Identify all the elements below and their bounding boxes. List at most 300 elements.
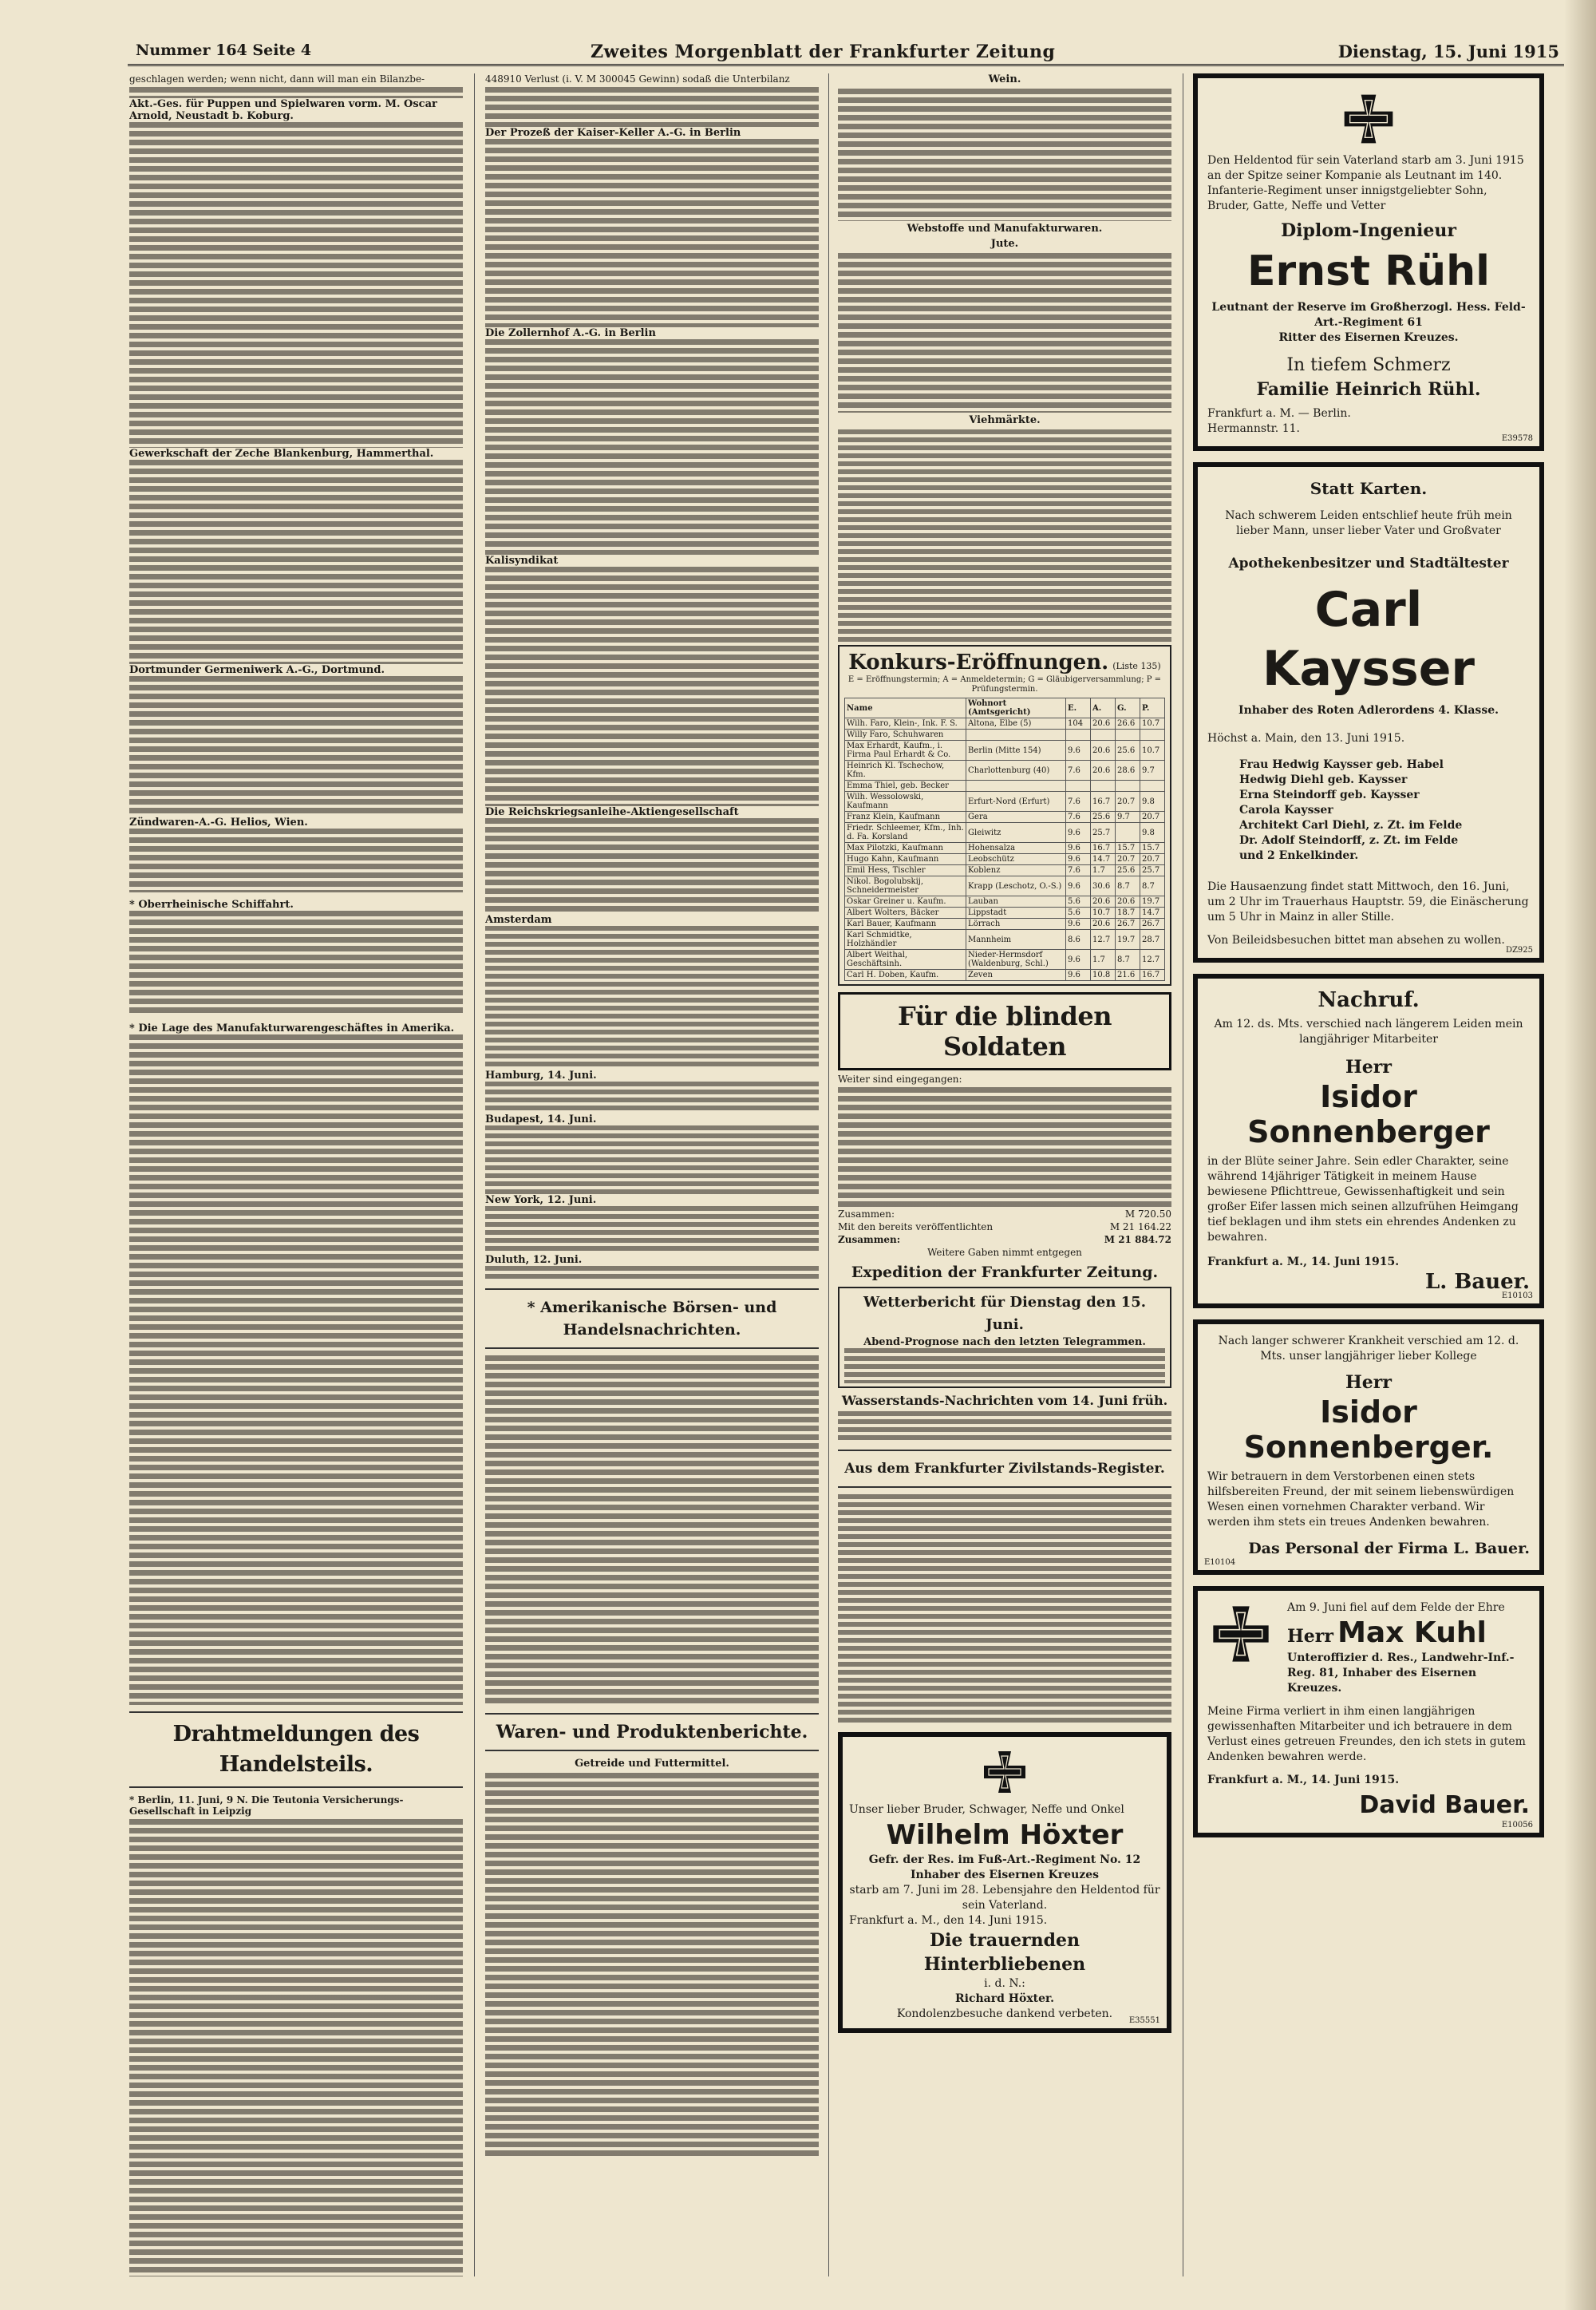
table-cell: 20.6 [1091, 718, 1116, 730]
hoexter-mourners: Die trauernden Hinterbliebenen [923, 1930, 1086, 1975]
death-notice-kuhl [1193, 1586, 1544, 1837]
table-row [845, 970, 1165, 981]
table-cell: 14.7 [1091, 854, 1116, 865]
column-rule [474, 73, 475, 2276]
table-cell: 16.7 [1140, 970, 1165, 981]
drahtmeldungen-heading: Drahtmeldungen des Handelsteils. [172, 1722, 420, 1777]
text-block [838, 89, 1171, 221]
table-cell: Emma Thiel, geb. Becker [845, 781, 966, 792]
waren-heading: Waren- und Produktenberichte. [496, 1722, 808, 1742]
sonnenberger2-name: Isidor Sonnenberger. [1243, 1394, 1494, 1465]
text-block [485, 139, 819, 327]
sonnenberger2-signer: Das Personal der Firma L. Bauer. [1248, 1540, 1530, 1557]
table-cell: 9.7 [1116, 812, 1140, 823]
table-cell: 9.8 [1140, 823, 1165, 843]
col-header: Wohnort (Amtsgericht) [966, 698, 1066, 718]
page-header [128, 40, 1564, 66]
table-cell: 1.7 [1091, 865, 1116, 876]
nachruf-herr: Herr [1345, 1057, 1392, 1078]
table-cell: 10.7 [1140, 741, 1165, 761]
section-head: * Die Lage des Manufakturwarengeschäftes in Amerika. [129, 1022, 455, 1034]
table-cell: 20.6 [1091, 896, 1116, 908]
table-cell: Lauban [966, 896, 1066, 908]
ruehl-cross: Ritter des Eisernen Kreuzes. [1278, 331, 1459, 344]
hoexter-signer: Richard Höxter. [954, 1992, 1055, 2005]
table-cell: 26.6 [1116, 718, 1140, 730]
table-cell: 15.7 [1116, 843, 1140, 854]
col-header: A. [1091, 698, 1116, 718]
nachruf-body: in der Blüte seiner Jahre. Sein edler Charakter, seine während 14jähriger Tätigkeit in meinem Hause bewiesene Pflichttreue, Gewissenhaftigkeit und sein großer Eifer lassen mich seinen allzufrühen Heimgang tief beklagen und ihm stets ein ehrendes Andenken zu bewahren. [1207, 1155, 1519, 1244]
section-head: Gewerkschaft der Zeche Blankenburg, Hammerthal. [129, 448, 434, 460]
table-cell: 9.6 [1066, 741, 1091, 761]
table-row [845, 792, 1165, 812]
table-cell [1066, 781, 1091, 792]
table-cell: 8.7 [1116, 876, 1140, 896]
text-block [129, 911, 463, 1016]
sum-value: M 720.50 [1124, 1208, 1171, 1220]
nachruf-sonnenberger [1193, 974, 1544, 1308]
table-row [845, 843, 1165, 854]
table-cell: Hugo Kahn, Kaufmann [845, 854, 966, 865]
divider [485, 1750, 819, 1751]
table-row [845, 741, 1165, 761]
column-2 [485, 73, 819, 2276]
text-block [129, 460, 463, 664]
table-cell: 10.7 [1091, 908, 1116, 919]
table-cell: Friedr. Schleemer, Kfm., Inh. d. Fa. Korsland [845, 823, 966, 843]
divider [485, 1713, 819, 1715]
section-head: Die Reichskriegsanleihe-Aktiengesellschaft [485, 806, 739, 818]
weather-title: Wetterbericht für Dienstag den 15. Juni. [863, 1294, 1146, 1333]
table-cell [1116, 823, 1140, 843]
konkurs-table [844, 698, 1165, 981]
table-cell [1116, 781, 1140, 792]
hoexter-name: Wilhelm Höxter [886, 1819, 1124, 1851]
table-cell: 25.6 [1116, 741, 1140, 761]
table-cell: 20.6 [1091, 919, 1116, 930]
text-block [129, 1819, 463, 2276]
table-cell: 14.7 [1140, 908, 1165, 919]
table-cell: 8.7 [1140, 876, 1165, 896]
table-cell: 104 [1066, 718, 1091, 730]
section-head: Kalisyndikat [485, 555, 559, 567]
section-head: New York, 12. Juni. [485, 1194, 597, 1206]
expedition-line: Expedition der Frankfurter Zeitung. [851, 1264, 1159, 1281]
divider [129, 1786, 463, 1788]
table-cell: Mannheim [966, 930, 1066, 950]
text-block [485, 567, 819, 806]
sum-value: M 21 164.22 [1109, 1221, 1171, 1232]
nachruf-title: Nachruf. [1317, 988, 1420, 1012]
text-block [838, 1494, 1171, 1726]
sonnenberger2-intro: Nach langer schwerer Krankheit verschied am 12. d. Mts. unser langjähriger lieber Kollege [1218, 1335, 1519, 1363]
table-cell: 9.8 [1140, 792, 1165, 812]
table-cell: 26.7 [1140, 919, 1165, 930]
table-cell: Nikol. Bogolubskij, Schneidermeister [845, 876, 966, 896]
table-row [845, 876, 1165, 896]
table-cell: Zeven [966, 970, 1066, 981]
sonnenberger2-herr: Herr [1345, 1372, 1392, 1393]
section-head: Dortmunder Germeniwerk A.-G., Dortmund. [129, 664, 385, 676]
divider [838, 1486, 1171, 1488]
table-cell: Emil Hess, Tischler [845, 865, 966, 876]
table-cell: Karl Bauer, Kaufmann [845, 919, 966, 930]
viehmarkt-heading: Viehmärkte. [969, 414, 1041, 426]
table-cell: 9.6 [1066, 970, 1091, 981]
ruehl-grief: In tiefem Schmerz [1286, 355, 1451, 375]
webstoffe-heading: Webstoffe und Manufakturwaren. [907, 223, 1103, 235]
table-cell: Lörrach [966, 919, 1066, 930]
table-row [845, 823, 1165, 843]
table-cell: 25.6 [1116, 865, 1140, 876]
section-head: Die Zollernhof A.-G. in Berlin [485, 327, 656, 339]
sum-label: Mit den bereits veröffentlichten [838, 1221, 994, 1232]
table-cell: 12.7 [1140, 950, 1165, 970]
ruehl-address: Hermannstr. 11. [1207, 422, 1300, 435]
kuhl-body: Meine Firma verliert in ihm einen langjährigen gewissenhaften Mitarbeiter und ich betrauere in dem Verlust eines getreuen Freundes, den ich stets in gutem Andenken bewahren werde. [1207, 1705, 1526, 1763]
sum-row [838, 1234, 1171, 1245]
mourner: Dr. Adolf Steindorff, z. Zt. im Felde [1239, 834, 1459, 847]
iron-cross-icon [1209, 1602, 1273, 1666]
section-head: Amsterdam [485, 914, 552, 926]
nachruf-place-date: Frankfurt a. M., 14. Juni 1915. [1207, 1256, 1400, 1268]
table-cell: 5.6 [1066, 896, 1091, 908]
getreide-heading: Getreide und Futtermittel. [575, 1758, 729, 1770]
death-notice-sonnenberger-2 [1193, 1319, 1544, 1575]
jute-heading: Jute. [990, 238, 1019, 250]
table-cell: 1.7 [1091, 950, 1116, 970]
death-notice-ruehl [1193, 73, 1544, 451]
divider [129, 1711, 463, 1713]
text-block [485, 1266, 819, 1282]
table-cell [1091, 781, 1116, 792]
table-cell: Hohensalza [966, 843, 1066, 854]
divider [838, 1450, 1171, 1451]
konkurs-subtitle: (Liste 135) [1112, 661, 1161, 671]
kaysser-name: Carl Kaysser [1262, 582, 1475, 697]
table-cell: 19.7 [1116, 930, 1140, 950]
table-cell: 20.7 [1140, 812, 1165, 823]
kaysser-title: Apothekenbesitzer und Stadtältester [1228, 556, 1509, 572]
text-block [129, 122, 463, 448]
divider [485, 1347, 819, 1349]
table-cell: 21.6 [1116, 970, 1140, 981]
header-issue: Nummer 164 Seite 4 [136, 42, 312, 59]
hoexter-idn: i. d. N.: [984, 1977, 1025, 1990]
kaysser-order: Inhaber des Roten Adlerordens 4. Klasse. [1238, 704, 1499, 717]
ad-code: E39578 [1501, 434, 1533, 443]
text-block [485, 926, 819, 1070]
table-cell: Karl Schmidtke, Holzhändler [845, 930, 966, 950]
table-cell: 30.6 [1091, 876, 1116, 896]
ruehl-place: Frankfurt a. M. — Berlin. [1207, 407, 1351, 420]
col-header: P. [1140, 698, 1165, 718]
table-cell: Leobschütz [966, 854, 1066, 865]
table-cell [1116, 730, 1140, 741]
kaysser-intro: Nach schwerem Leiden entschlief heute früh mein lieber Mann, unser lieber Vater und Großvater [1225, 509, 1512, 537]
text-block [838, 1087, 1171, 1207]
sum-value: M 21 884.72 [1104, 1234, 1171, 1245]
table-row [845, 761, 1165, 781]
table-cell: 20.7 [1140, 854, 1165, 865]
table-cell [966, 730, 1066, 741]
table-cell: 19.7 [1140, 896, 1165, 908]
table-cell: Charlottenburg (40) [966, 761, 1066, 781]
text-block [838, 429, 1171, 645]
section-head: Akt.-Ges. für Puppen und Spielwaren vorm. M. Oscar Arnold, Neustadt b. Koburg. [129, 98, 437, 122]
table-cell: 20.7 [1116, 792, 1140, 812]
amerikanische-heading: * Amerikanische Börsen- und Handelsnachrichten. [527, 1299, 777, 1339]
column-3 [838, 73, 1171, 2276]
kaysser-condolence: Von Beileidsbesuchen bittet man absehen zu wollen. [1207, 934, 1505, 947]
mourner: Carola Kaysser [1239, 804, 1333, 817]
konkurs-box [838, 645, 1171, 986]
section-head: Der Prozeß der Kaiser-Keller A.-G. in Berlin [485, 127, 741, 139]
blind-title: Für die blinden Soldaten [898, 1001, 1112, 1062]
table-cell: Albert Weithal, Geschäftsinh. [845, 950, 966, 970]
divider [485, 1288, 819, 1290]
ruehl-rank: Leutnant der Reserve im Großherzogl. Hess. Feld-Art.-Regiment 61 [1211, 301, 1526, 329]
text-block [844, 1348, 1165, 1383]
text-block [838, 253, 1171, 413]
ad-code: E35551 [1128, 2016, 1160, 2025]
weather-box [838, 1287, 1171, 1388]
konkurs-title: Konkurs-Eröffnungen. [848, 651, 1109, 674]
iron-cross-icon [981, 1748, 1029, 1796]
table-cell: 25.6 [1091, 812, 1116, 823]
col1-top-lead: geschlagen werden; wenn nicht, dann will man ein Bilanzbe- [129, 73, 425, 85]
table-cell: 15.7 [1140, 843, 1165, 854]
table-cell [1140, 730, 1165, 741]
kaysser-place-date: Höchst a. Main, den 13. Juni 1915. [1207, 732, 1405, 745]
table-cell: 7.6 [1066, 761, 1091, 781]
kuhl-name: Max Kuhl [1337, 1616, 1487, 1649]
header-date: Dienstag, 15. Juni 1915 [1337, 42, 1559, 61]
section-head: Budapest, 14. Juni. [485, 1113, 597, 1125]
col-header: E. [1066, 698, 1091, 718]
sonnenberger2-body: Wir betrauern in dem Verstorbenen einen stets hilfsbereiten Freund, der mit seinem liebenswürdigen Wesen einen vornehmen Charakter verband. Wir werden ihm stets ein treues Andenken bewahren. [1207, 1470, 1515, 1529]
table-cell [1140, 781, 1165, 792]
table-cell: Lippstadt [966, 908, 1066, 919]
table-cell: Krapp (Leschotz, O.-S.) [966, 876, 1066, 896]
blind-lead: Weiter sind eingegangen: [838, 1074, 962, 1085]
column-1 [129, 73, 463, 2276]
column-rule [828, 73, 829, 2276]
kuhl-signer: David Bauer. [1359, 1791, 1530, 1819]
kaysser-funeral: Die Hausaenzung findet statt Mittwoch, den 16. Juni, um 2 Uhr im Trauerhaus Hauptstr. 59, die Einäscherung um 5 Uhr in Mainz in aller Stille. [1207, 880, 1529, 924]
table-cell: Max Pilotzki, Kaufmann [845, 843, 966, 854]
table-row [845, 865, 1165, 876]
table-cell: Wilh. Faro, Klein-, Ink. F. S. [845, 718, 966, 730]
kuhl-head [1287, 1600, 1530, 1696]
table-cell: 5.6 [1066, 908, 1091, 919]
table-cell: Berlin (Mitte 154) [966, 741, 1066, 761]
table-cell: 12.7 [1091, 930, 1116, 950]
table-cell: 20.6 [1091, 741, 1116, 761]
table-cell: 9.6 [1066, 843, 1091, 854]
col2-top-lead: 448910 Verlust (i. V. M 300045 Gewinn) sodaß die Unterbilanz [485, 73, 790, 85]
table-cell: Wilh. Wessolowski, Kaufmann [845, 792, 966, 812]
table-cell: 28.7 [1140, 930, 1165, 950]
table-cell: 7.6 [1066, 812, 1091, 823]
section-head: Duluth, 12. Juni. [485, 1254, 583, 1266]
mourner: Hedwig Diehl geb. Kaysser [1239, 773, 1408, 786]
table-row [845, 812, 1165, 823]
nachruf-name: Isidor Sonnenberger [1247, 1079, 1490, 1149]
column-4 [1193, 73, 1544, 2276]
text-block [485, 1773, 819, 2156]
nachruf-signer: L. Bauer. [1424, 1270, 1530, 1294]
table-cell: 9.7 [1140, 761, 1165, 781]
ad-code: E10056 [1501, 1821, 1533, 1829]
table-cell: 26.7 [1116, 919, 1140, 930]
table-cell: 20.6 [1091, 761, 1116, 781]
weather-sub: Abend-Prognose nach den letzten Telegrammen. [863, 1336, 1146, 1348]
blind-more: Weitere Gaben nimmt entgegen [927, 1247, 1082, 1258]
table-row [845, 854, 1165, 865]
sum-label: Zusammen: [838, 1208, 895, 1220]
konkurs-legend: E = Eröffnungstermin; A = Anmeldetermin; G = Gläubigerversammlung; P = Prüfungstermin. [847, 675, 1162, 694]
table-row [845, 718, 1165, 730]
kuhl-herr: Herr [1287, 1626, 1333, 1647]
table-cell: 9.6 [1066, 950, 1091, 970]
mourner: und 2 Enkelkinder. [1239, 849, 1359, 862]
table-cell: 7.6 [1066, 865, 1091, 876]
section-head: Zündwaren-A.-G. Helios, Wien. [129, 817, 308, 829]
kuhl-rank: Unteroffizier d. Res., Landwehr-Inf.-Reg. 81, Inhaber des Eisernen Kreuzes. [1287, 1651, 1515, 1695]
hoexter-death: starb am 7. Juni im 28. Lebensjahre den Heldentod für sein Vaterland. [849, 1884, 1160, 1912]
col-header: G. [1116, 698, 1140, 718]
text-block [485, 1355, 819, 1707]
table-cell: Max Erhardt, Kaufm., i. Firma Paul Erhardt & Co. [845, 741, 966, 761]
header-masthead: Zweites Morgenblatt der Frankfurter Zeitung [591, 42, 1056, 62]
table-cell: Franz Klein, Kaufmann [845, 812, 966, 823]
table-row [845, 781, 1165, 792]
table-cell: 16.7 [1091, 843, 1116, 854]
sum-label: Zusammen: [838, 1234, 901, 1245]
nachruf-intro: Am 12. ds. Mts. verschied nach längerem Leiden mein langjähriger Mitarbeiter [1214, 1018, 1523, 1046]
table-cell: 18.7 [1116, 908, 1140, 919]
ruehl-name: Ernst Rühl [1246, 247, 1490, 295]
ad-code: DZ925 [1505, 946, 1533, 955]
kuhl-place-date: Frankfurt a. M., 14. Juni 1915. [1207, 1774, 1400, 1786]
table-cell: 20.6 [1116, 896, 1140, 908]
col-header: Name [845, 698, 966, 718]
table-cell: 9.6 [1066, 876, 1091, 896]
table-cell: Heinrich Kl. Tschechow, Kfm. [845, 761, 966, 781]
table-cell: 28.6 [1116, 761, 1140, 781]
table-row [845, 896, 1165, 908]
kuhl-name-row [1287, 1616, 1530, 1651]
kuhl-intro: Am 9. Juni fiel auf dem Felde der Ehre [1287, 1601, 1505, 1614]
berlin-lead: * Berlin, 11. Juni, 9 N. Die Teutonia Versicherungs-Gesellschaft in Leipzig [129, 1794, 404, 1817]
ad-code: E10103 [1501, 1291, 1533, 1300]
text-block [129, 829, 463, 892]
mourner: Architekt Carl Diehl, z. Zt. im Felde [1239, 819, 1463, 832]
table-row [845, 919, 1165, 930]
table-cell: Koblenz [966, 865, 1066, 876]
mourner: Frau Hedwig Kaysser geb. Habel [1239, 758, 1444, 771]
hoexter-intro: Unser lieber Bruder, Schwager, Neffe und Onkel [849, 1803, 1124, 1816]
table-cell: 8.6 [1066, 930, 1091, 950]
table-row [845, 908, 1165, 919]
sum-row [838, 1208, 1171, 1220]
table-cell: Gera [966, 812, 1066, 823]
table-cell: 20.7 [1116, 854, 1140, 865]
table-cell: Willy Faro, Schuhwaren [845, 730, 966, 741]
page-edge-shadow [1564, 0, 1596, 2310]
table-cell: 25.7 [1091, 823, 1116, 843]
text-block [485, 1125, 819, 1194]
death-notice-kaysser [1193, 462, 1544, 963]
text-block [838, 1411, 1171, 1443]
table-cell [1066, 730, 1091, 741]
ruehl-family: Familie Heinrich Rühl. [1256, 379, 1481, 400]
table-cell: 16.7 [1091, 792, 1116, 812]
kaysser-mourners [1239, 757, 1530, 864]
table-row [845, 950, 1165, 970]
table-row [845, 930, 1165, 950]
text-block [485, 87, 819, 127]
kaysser-header: Statt Karten. [1310, 479, 1428, 498]
section-head: Hamburg, 14. Juni. [485, 1070, 597, 1082]
hoexter-thanks: Kondolenzbesuche dankend verbeten. [896, 2007, 1113, 2020]
table-cell: Erfurt-Nord (Erfurt) [966, 792, 1066, 812]
text-block [485, 339, 819, 555]
table-cell: Altona, Elbe (5) [966, 718, 1066, 730]
table-cell: Gleiwitz [966, 823, 1066, 843]
wasserstand-heading: Wasserstands-Nachrichten vom 14. Juni früh. [841, 1393, 1168, 1408]
konkurs-title-row [844, 650, 1165, 675]
blind-soldiers-box [838, 992, 1171, 1070]
table-row [845, 730, 1165, 741]
table-cell: 9.6 [1066, 919, 1091, 930]
table-cell [966, 781, 1066, 792]
text-block [485, 818, 819, 914]
iron-cross-icon [1341, 91, 1396, 147]
hoexter-rank: Gefr. der Res. im Fuß-Art.-Regiment No. 12 Inhaber des Eisernen Kreuzes [868, 1853, 1141, 1881]
mourner: Erna Steindorff geb. Kaysser [1239, 789, 1420, 801]
ad-code: E10104 [1204, 1558, 1236, 1567]
section-head: * Oberrheinische Schiffahrt. [129, 899, 294, 911]
ruehl-title: Diplom-Ingenieur [1281, 220, 1456, 241]
table-cell [1091, 730, 1116, 741]
zivilstand-heading: Aus dem Frankfurter Zivilstands-Register. [844, 1461, 1165, 1477]
text-block [485, 1082, 819, 1113]
table-cell: 10.7 [1140, 718, 1165, 730]
table-cell: 9.6 [1066, 854, 1091, 865]
death-notice-hoexter [838, 1732, 1171, 2033]
wein-heading: Wein. [988, 73, 1021, 85]
table-cell: 8.7 [1116, 950, 1140, 970]
table-cell: 25.7 [1140, 865, 1165, 876]
text-block [485, 1206, 819, 1254]
table-cell: 10.8 [1091, 970, 1116, 981]
text-block [129, 676, 463, 817]
table-cell: Carl H. Doben, Kaufm. [845, 970, 966, 981]
hoexter-place-date: Frankfurt a. M., den 14. Juni 1915. [849, 1914, 1048, 1927]
sum-row [838, 1221, 1171, 1232]
table-cell: Albert Wolters, Bäcker [845, 908, 966, 919]
table-cell: 9.6 [1066, 823, 1091, 843]
table-cell: Oskar Greiner u. Kaufm. [845, 896, 966, 908]
table-cell: Nieder-Hermsdorf (Waldenburg, Schl.) [966, 950, 1066, 970]
table-cell: 7.6 [1066, 792, 1091, 812]
text-block [129, 87, 463, 98]
text-block [129, 1034, 463, 1705]
table-header-row [845, 698, 1165, 718]
ruehl-intro: Den Heldentod für sein Vaterland starb am 3. Juni 1915 an der Spitze seiner Kompanie als Leutnant im 140. Infanterie-Regiment unser innigstgeliebter Sohn, Bruder, Gatte, Neffe und Vetter [1207, 154, 1524, 212]
